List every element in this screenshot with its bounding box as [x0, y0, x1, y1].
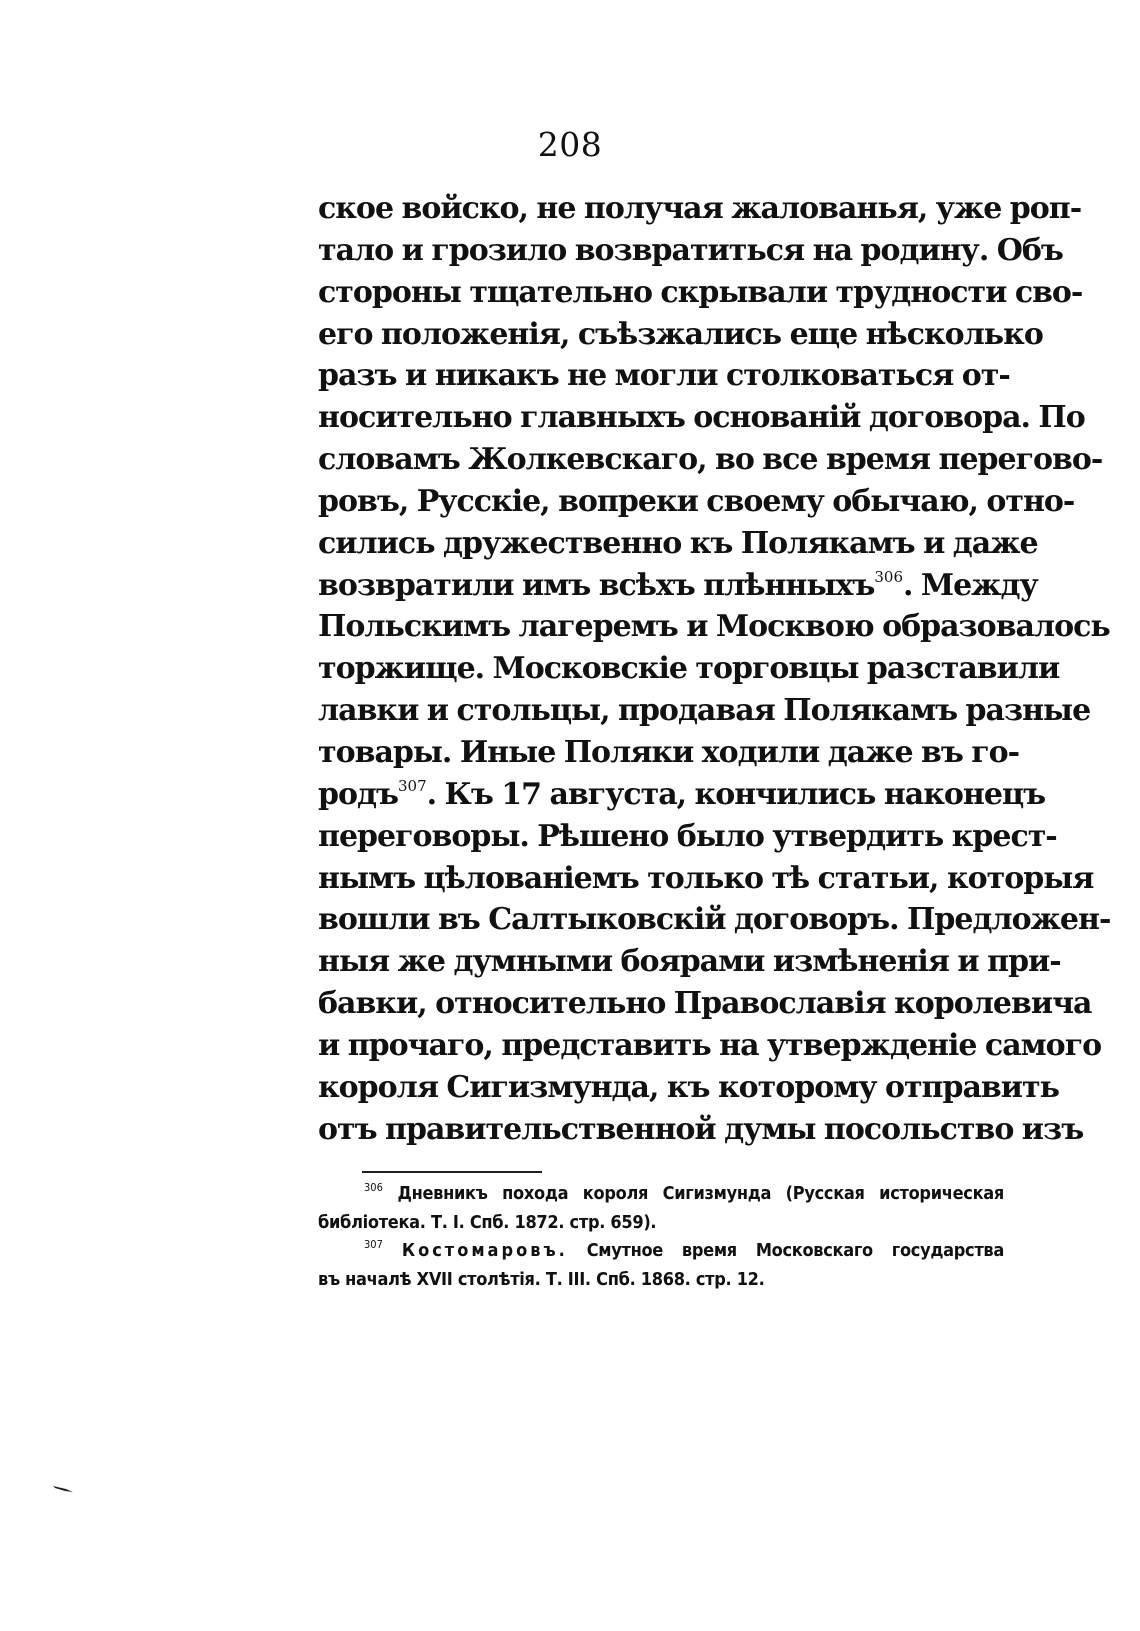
text-line-17: нымъ цѣлованіемъ только тѣ статьи, которыя	[318, 860, 1094, 896]
page-number: 208	[537, 125, 603, 164]
footnote-306-number: 306	[364, 1181, 383, 1194]
text-line-3: стороны тщательно скрывали трудности сво-	[318, 274, 1083, 310]
text-line-4: его положенія, съѣзжались еще нѣсколько	[318, 316, 1043, 352]
footnote-307-line-2: въ началѣ XVII столѣтія. Т. III. Спб. 1868. стр. 12.	[318, 1268, 765, 1290]
text-line-1: ское войско, не получая жалованья, уже роп-	[318, 191, 1082, 226]
text-line-18: вошли въ Салтыковскій договоръ. Предложен-	[318, 902, 1111, 938]
footnotes	[318, 1180, 1004, 1294]
footnote-divider	[362, 1171, 542, 1173]
text-line-15-tail: . Къ 17 августа, кончились наконецъ	[426, 776, 1046, 812]
text-line-10	[318, 565, 1038, 607]
footnote-306-text: Дневникъ похода короля Сигизмунда (Русская историческая	[397, 1183, 1004, 1204]
text-line-23: отъ правительственной думы посольство изъ	[318, 1111, 1084, 1147]
text-line-8: ровъ, Русскіе, вопреки своему обычаю, отно-	[318, 483, 1075, 519]
text-line-10-tail: . Между	[903, 567, 1038, 603]
footnote-307-author: Костомаровъ.	[401, 1240, 568, 1261]
text-line-15	[318, 774, 1046, 816]
footnote-307-line-1	[318, 1237, 1004, 1266]
footnote-306-line-1	[318, 1180, 1004, 1209]
text-line-12: торжище. Московскіе торговцы разставили	[318, 651, 1060, 687]
footnote-307-number: 307	[364, 1238, 383, 1251]
text-line-16: переговоры. Рѣшено было утвердить крест-	[318, 818, 1057, 854]
footnote-ref-307[interactable]: 307	[398, 776, 427, 795]
text-line-10-main: возвратили имъ всѣхъ плѣнныхъ	[318, 567, 875, 603]
text-line-22: короля Сигизмунда, къ которому отправить	[318, 1069, 1059, 1105]
text-line-9: сились дружественно къ Полякамъ и даже	[318, 525, 1038, 561]
text-line-20: бавки, относительно Православія королевича	[318, 986, 1092, 1022]
text-line-2: тало и грозило возвратиться на родину. Объ	[318, 232, 1063, 268]
text-line-15-main: родъ	[318, 776, 398, 812]
text-line-19: ныя же думными боярами измѣненія и при-	[318, 944, 1061, 980]
footnote-ref-306[interactable]: 306	[874, 567, 903, 586]
text-line-14: товары. Иные Поляки ходили даже въ го-	[318, 734, 1020, 770]
footnote-306-line-2: библіотека. Т. I. Спб. 1872. стр. 659).	[318, 1211, 657, 1233]
body-text	[318, 188, 1111, 1150]
text-line-21: и прочаго, представить на утвержденіе самого	[318, 1027, 1102, 1063]
text-line-6: носительно главныхъ основаній договора. По	[318, 400, 1085, 436]
text-line-11: Польскимъ лагеремъ и Москвою образовалось	[318, 609, 1110, 645]
text-line-7: словамъ Жолкевскаго, во все время перегово-	[318, 442, 1103, 478]
footnote-307-text: Смутное время Московскаго государства	[567, 1240, 1004, 1261]
ink-speck-icon	[52, 1485, 74, 1493]
text-line-13: лавки и стольцы, продавая Полякамъ разные	[318, 693, 1091, 729]
text-line-5: разъ и никакъ не могли столковаться от-	[318, 358, 1010, 394]
